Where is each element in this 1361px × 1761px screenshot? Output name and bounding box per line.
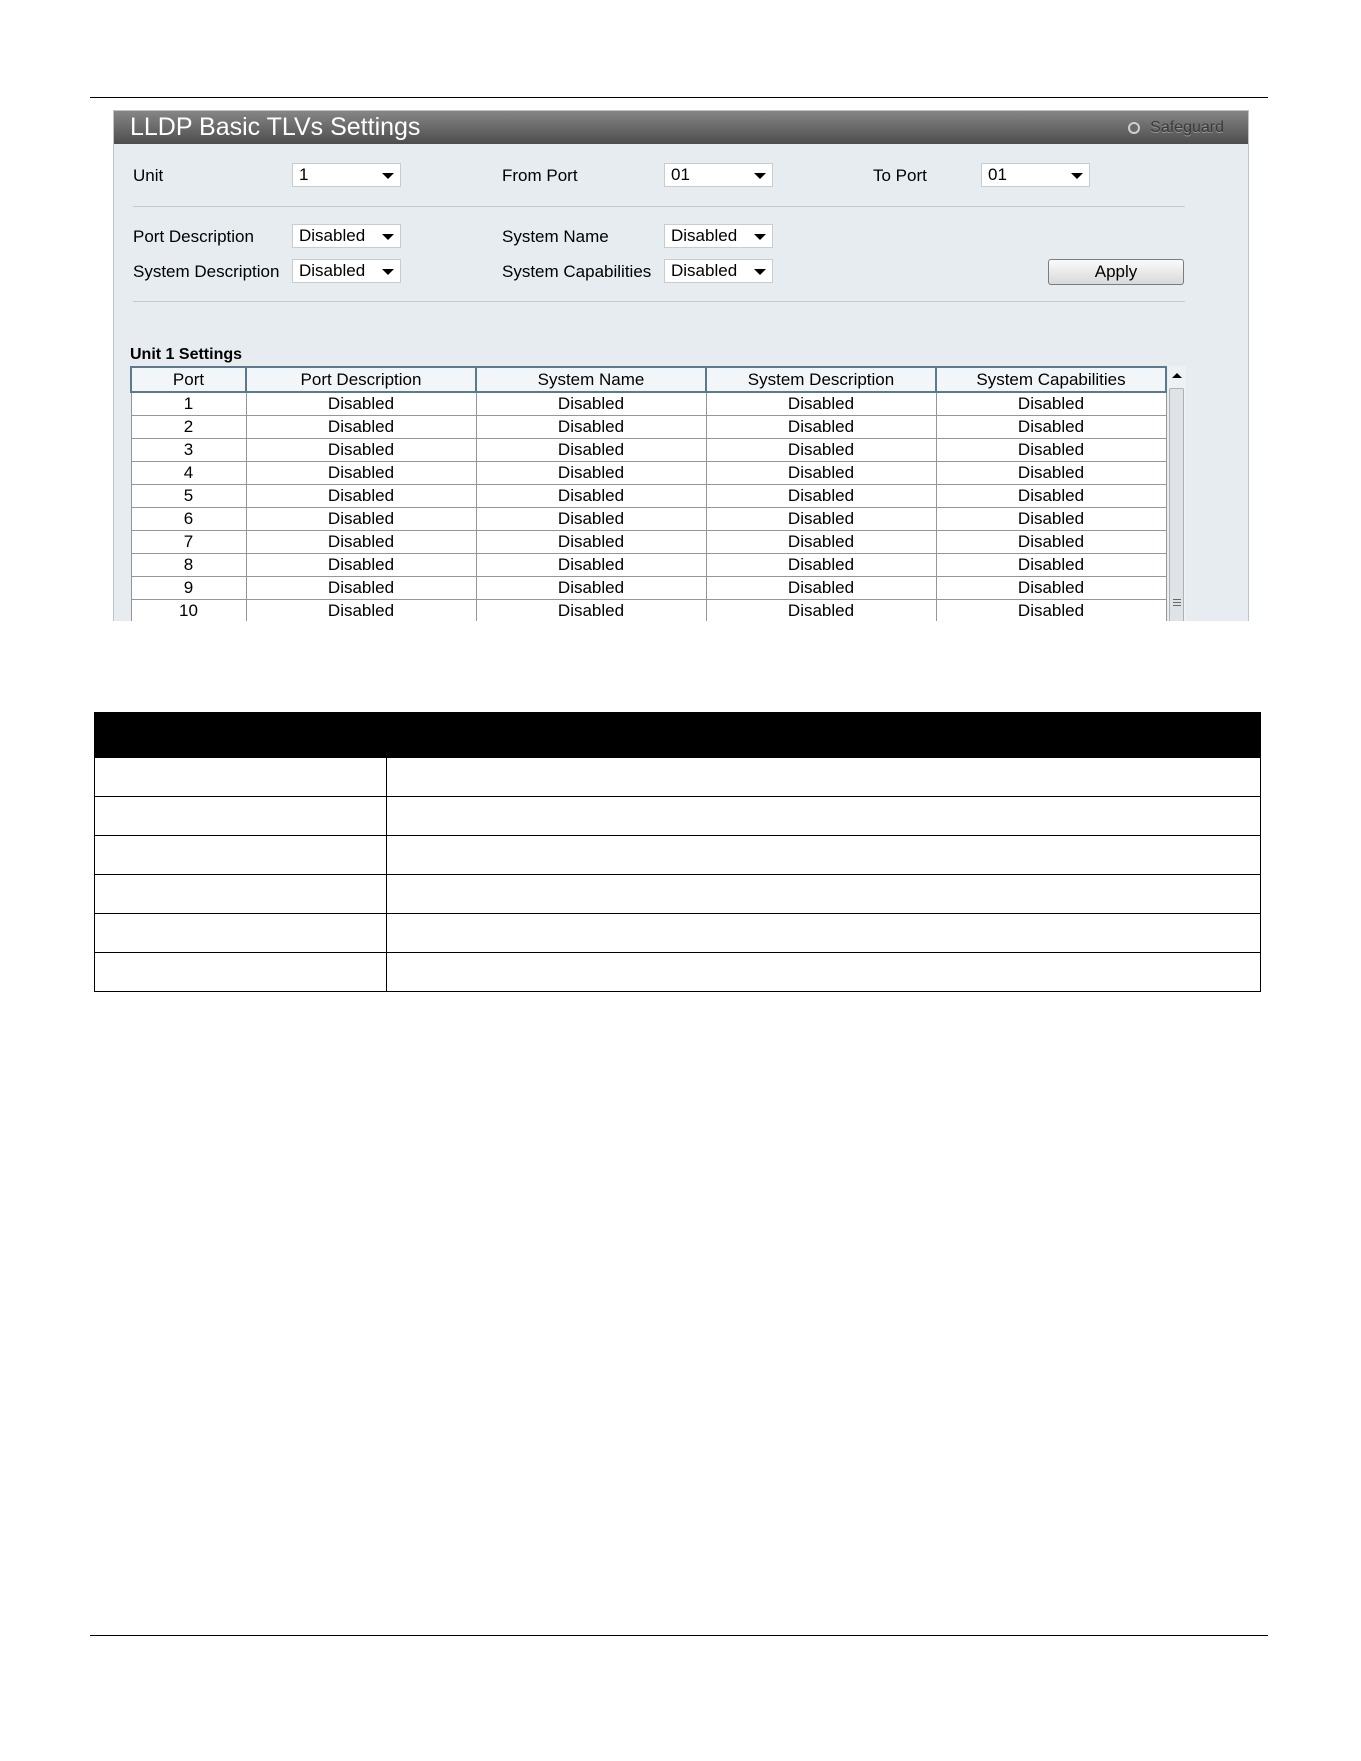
header-system-description: System Description xyxy=(706,367,936,392)
doc-table-header-row xyxy=(95,713,1261,758)
chevron-down-icon xyxy=(382,173,394,179)
port-cell: 10 xyxy=(131,600,246,622)
port-cell: 7 xyxy=(131,531,246,554)
system-name-value: Disabled xyxy=(671,226,738,245)
parameter-description-table xyxy=(94,712,1261,992)
system-name-cell: Disabled xyxy=(476,577,706,600)
unit-select[interactable] xyxy=(292,163,401,187)
system-name-cell: Disabled xyxy=(476,392,706,416)
chevron-down-icon xyxy=(382,234,394,240)
grip-line xyxy=(1173,602,1181,603)
doc-cell xyxy=(95,875,387,914)
doc-cell xyxy=(95,758,387,797)
header-system-capabilities: System Capabilities xyxy=(936,367,1166,392)
system-description-cell: Disabled xyxy=(706,508,936,531)
port-cell: 4 xyxy=(131,462,246,485)
to-port-label: To Port xyxy=(873,166,927,185)
panel-title: LLDP Basic TLVs Settings xyxy=(130,113,421,141)
grip-line xyxy=(1173,599,1181,600)
system-description-cell: Disabled xyxy=(706,600,936,622)
table-row xyxy=(131,600,1166,622)
to-port-value: 01 xyxy=(988,165,1007,184)
doc-cell xyxy=(387,836,1261,875)
system-capabilities-cell: Disabled xyxy=(936,462,1166,485)
title-bar xyxy=(114,111,1248,144)
scrollbar-thumb[interactable] xyxy=(1169,388,1184,621)
doc-cell xyxy=(95,953,387,992)
system-capabilities-label: System Capabilities xyxy=(502,262,652,281)
header-port: Port xyxy=(131,367,246,392)
from-port-label: From Port xyxy=(502,166,578,185)
system-capabilities-select[interactable] xyxy=(664,259,773,283)
port-description-cell: Disabled xyxy=(246,554,476,577)
system-capabilities-cell: Disabled xyxy=(936,508,1166,531)
doc-cell xyxy=(95,914,387,953)
system-name-cell: Disabled xyxy=(476,600,706,622)
apply-button[interactable]: Apply xyxy=(1048,259,1184,285)
port-description-cell: Disabled xyxy=(246,577,476,600)
port-cell: 5 xyxy=(131,485,246,508)
form-divider xyxy=(133,206,1185,207)
port-description-cell: Disabled xyxy=(246,485,476,508)
system-description-cell: Disabled xyxy=(706,577,936,600)
port-description-cell: Disabled xyxy=(246,462,476,485)
doc-header-cell xyxy=(95,713,387,758)
safeguard-indicator[interactable] xyxy=(1128,119,1224,137)
port-cell: 8 xyxy=(131,554,246,577)
doc-cell xyxy=(387,758,1261,797)
system-description-cell: Disabled xyxy=(706,485,936,508)
table-row xyxy=(95,758,1261,797)
system-capabilities-cell: Disabled xyxy=(936,392,1166,416)
safeguard-label: Safeguard xyxy=(1150,119,1224,136)
header-port-description: Port Description xyxy=(246,367,476,392)
safeguard-indicator-icon xyxy=(1128,122,1140,134)
doc-header-cell xyxy=(387,713,1261,758)
chevron-down-icon xyxy=(1071,173,1083,179)
system-capabilities-cell: Disabled xyxy=(936,416,1166,439)
grip-line xyxy=(1173,605,1181,606)
system-capabilities-cell: Disabled xyxy=(936,439,1166,462)
table-row xyxy=(95,875,1261,914)
system-name-cell: Disabled xyxy=(476,416,706,439)
table-row xyxy=(131,531,1166,554)
table-row xyxy=(131,392,1166,416)
top-rule xyxy=(90,97,1268,98)
system-description-cell: Disabled xyxy=(706,416,936,439)
system-capabilities-cell: Disabled xyxy=(936,531,1166,554)
unit-settings-table xyxy=(130,366,1167,621)
table-row xyxy=(95,836,1261,875)
system-description-cell: Disabled xyxy=(706,531,936,554)
system-description-value: Disabled xyxy=(299,261,366,280)
doc-cell xyxy=(95,836,387,875)
port-cell: 2 xyxy=(131,416,246,439)
system-capabilities-value: Disabled xyxy=(671,261,738,280)
port-description-cell: Disabled xyxy=(246,439,476,462)
doc-cell xyxy=(95,797,387,836)
system-name-cell: Disabled xyxy=(476,554,706,577)
table-row xyxy=(131,416,1166,439)
scroll-up-arrow-icon[interactable] xyxy=(1172,373,1182,378)
system-description-label: System Description xyxy=(133,262,280,281)
system-description-cell: Disabled xyxy=(706,554,936,577)
port-description-cell: Disabled xyxy=(246,416,476,439)
chevron-down-icon xyxy=(754,173,766,179)
unit-value: 1 xyxy=(299,165,309,184)
chevron-down-icon xyxy=(754,269,766,275)
port-cell: 3 xyxy=(131,439,246,462)
doc-cell xyxy=(387,914,1261,953)
table-row xyxy=(95,914,1261,953)
table-row xyxy=(131,554,1166,577)
table-scrollbar[interactable] xyxy=(1168,366,1186,621)
unit-settings-label: Unit 1 Settings xyxy=(130,346,243,363)
port-cell: 9 xyxy=(131,577,246,600)
system-name-cell: Disabled xyxy=(476,508,706,531)
port-description-cell: Disabled xyxy=(246,392,476,416)
from-port-value: 01 xyxy=(671,165,690,184)
system-name-label: System Name xyxy=(502,227,609,246)
doc-cell xyxy=(387,797,1261,836)
system-name-cell: Disabled xyxy=(476,462,706,485)
system-name-cell: Disabled xyxy=(476,531,706,554)
lldp-basic-tlvs-panel xyxy=(113,110,1249,621)
bottom-rule xyxy=(90,1635,1268,1636)
table-row xyxy=(95,953,1261,992)
port-description-label: Port Description xyxy=(133,227,254,246)
port-cell: 1 xyxy=(131,392,246,416)
to-port-select[interactable] xyxy=(981,163,1090,187)
port-description-cell: Disabled xyxy=(246,508,476,531)
port-description-select[interactable] xyxy=(292,224,401,248)
system-description-select[interactable] xyxy=(292,259,401,283)
system-description-cell: Disabled xyxy=(706,392,936,416)
form-divider-bottom xyxy=(133,301,1185,302)
chevron-down-icon xyxy=(754,234,766,240)
table-row xyxy=(131,485,1166,508)
table-row xyxy=(131,508,1166,531)
system-name-cell: Disabled xyxy=(476,485,706,508)
table-row xyxy=(131,462,1166,485)
port-description-cell: Disabled xyxy=(246,600,476,622)
system-capabilities-cell: Disabled xyxy=(936,485,1166,508)
table-row xyxy=(131,439,1166,462)
table-row xyxy=(95,797,1261,836)
port-description-value: Disabled xyxy=(299,226,366,245)
table-row xyxy=(131,577,1166,600)
header-system-name: System Name xyxy=(476,367,706,392)
system-capabilities-cell: Disabled xyxy=(936,554,1166,577)
doc-cell xyxy=(387,953,1261,992)
system-capabilities-cell: Disabled xyxy=(936,577,1166,600)
port-cell: 6 xyxy=(131,508,246,531)
system-capabilities-cell: Disabled xyxy=(936,600,1166,622)
system-description-cell: Disabled xyxy=(706,439,936,462)
doc-cell xyxy=(387,875,1261,914)
from-port-select[interactable] xyxy=(664,163,773,187)
system-name-select[interactable] xyxy=(664,224,773,248)
unit-label: Unit xyxy=(133,166,164,185)
port-description-cell: Disabled xyxy=(246,531,476,554)
chevron-down-icon xyxy=(382,269,394,275)
system-description-cell: Disabled xyxy=(706,462,936,485)
system-name-cell: Disabled xyxy=(476,439,706,462)
table-header-row xyxy=(131,367,1166,392)
